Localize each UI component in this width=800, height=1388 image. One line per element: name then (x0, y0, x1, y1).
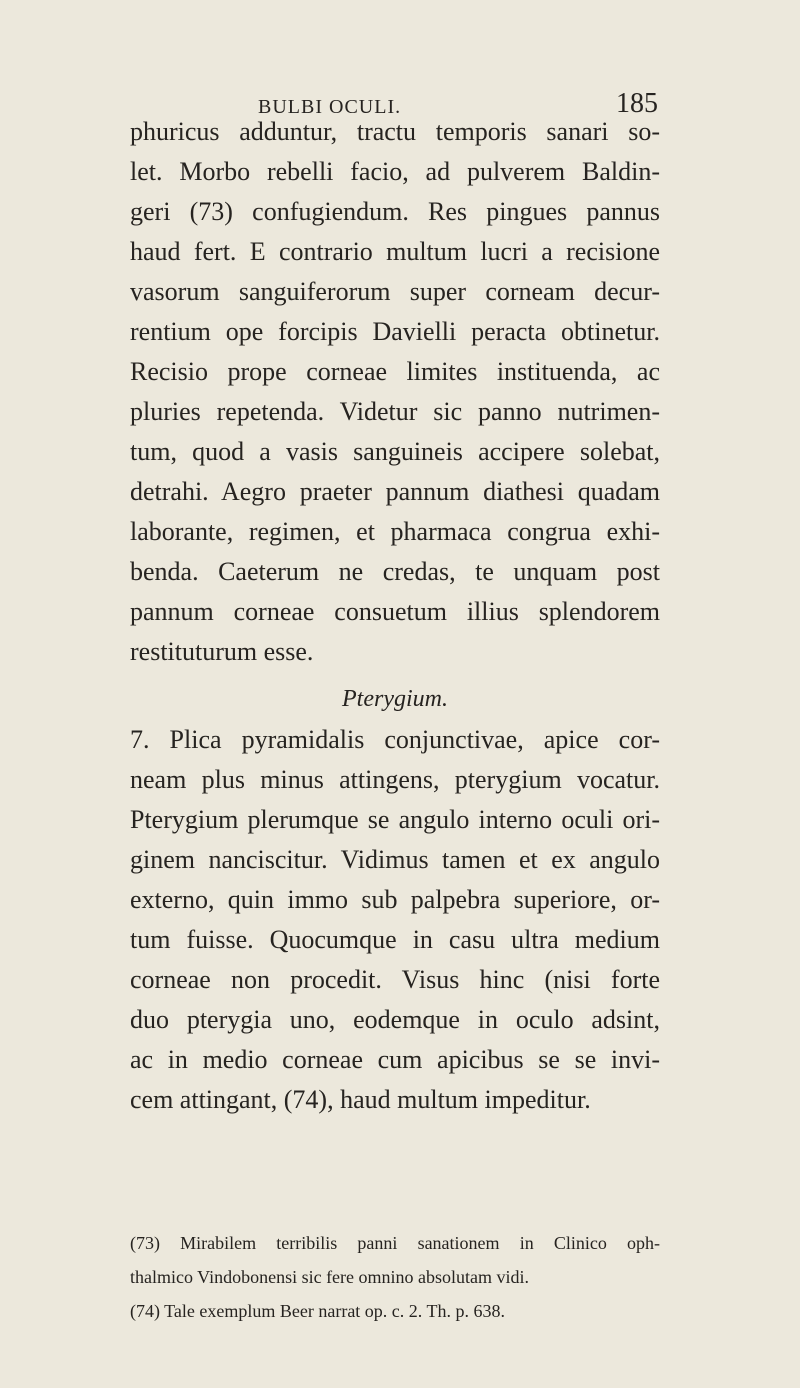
footnote-line: thalmico Vindobonensi sic fere omnino absolutam vidi. (130, 1267, 530, 1287)
text-line: phuricus adduntur, tractu temporis sanari so- (130, 117, 660, 146)
text-line: rentium ope forcipis Davielli peracta obtinetur. (130, 317, 660, 346)
text-line: Pterygium plerumque se angulo interno oculi ori- (130, 805, 660, 834)
text-line: Recisio prope corneae limites instituenda, ac (130, 357, 660, 386)
page-number: 185 (616, 88, 658, 119)
text-line: pannum corneae consuetum illius splendorem (130, 597, 660, 626)
text-line: tum fuisse. Quocumque in casu ultra medium (130, 925, 660, 954)
text-line: vasorum sanguiferorum super corneam decur- (130, 277, 660, 306)
running-head: BULBI OCULI. (258, 96, 402, 118)
text-line: corneae non procedit. Visus hinc (nisi forte (130, 965, 660, 994)
text-line: let. Morbo rebelli facio, ad pulverem Baldin- (130, 157, 660, 186)
main-text (130, 112, 660, 1120)
text-line: laborante, regimen, et pharmaca congrua exhi- (130, 517, 660, 546)
text-line: ac in medio corneae cum apicibus se se invi- (130, 1045, 660, 1074)
text-line: benda. Caeterum ne credas, te unquam post (130, 557, 660, 586)
footnote-line: (73) Mirabilem terribilis panni sanationem in Clinico oph- (130, 1233, 660, 1253)
footnote-line: (74) Tale exemplum Beer narrat op. c. 2. Th. p. 638. (130, 1301, 505, 1321)
text-line: duo pterygia uno, eodemque in oculo adsint, (130, 1005, 660, 1034)
text-line: restituturum esse. (130, 637, 314, 666)
text-line: cem attingant, (74), haud multum impeditur. (130, 1085, 591, 1114)
text-line: ginem nanciscitur. Vidimus tamen et ex angulo (130, 845, 660, 874)
section-heading: Pterygium. (342, 686, 448, 712)
text-line: haud fert. E contrario multum lucri a recisione (130, 237, 660, 266)
text-line: 7. Plica pyramidalis conjunctivae, apice cor- (130, 725, 660, 754)
text-line: detrahi. Aegro praeter pannum diathesi quadam (130, 477, 660, 506)
text-line: geri (73) confugiendum. Res pingues pannus (130, 197, 660, 226)
text-line: neam plus minus attingens, pterygium vocatur. (130, 765, 660, 794)
text-line: externo, quin immo sub palpebra superiore, or- (130, 885, 660, 914)
text-line: tum, quod a vasis sanguineis accipere solebat, (130, 437, 660, 466)
footnotes (130, 1226, 660, 1328)
text-line: pluries repetenda. Videtur sic panno nutrimen- (130, 397, 660, 426)
